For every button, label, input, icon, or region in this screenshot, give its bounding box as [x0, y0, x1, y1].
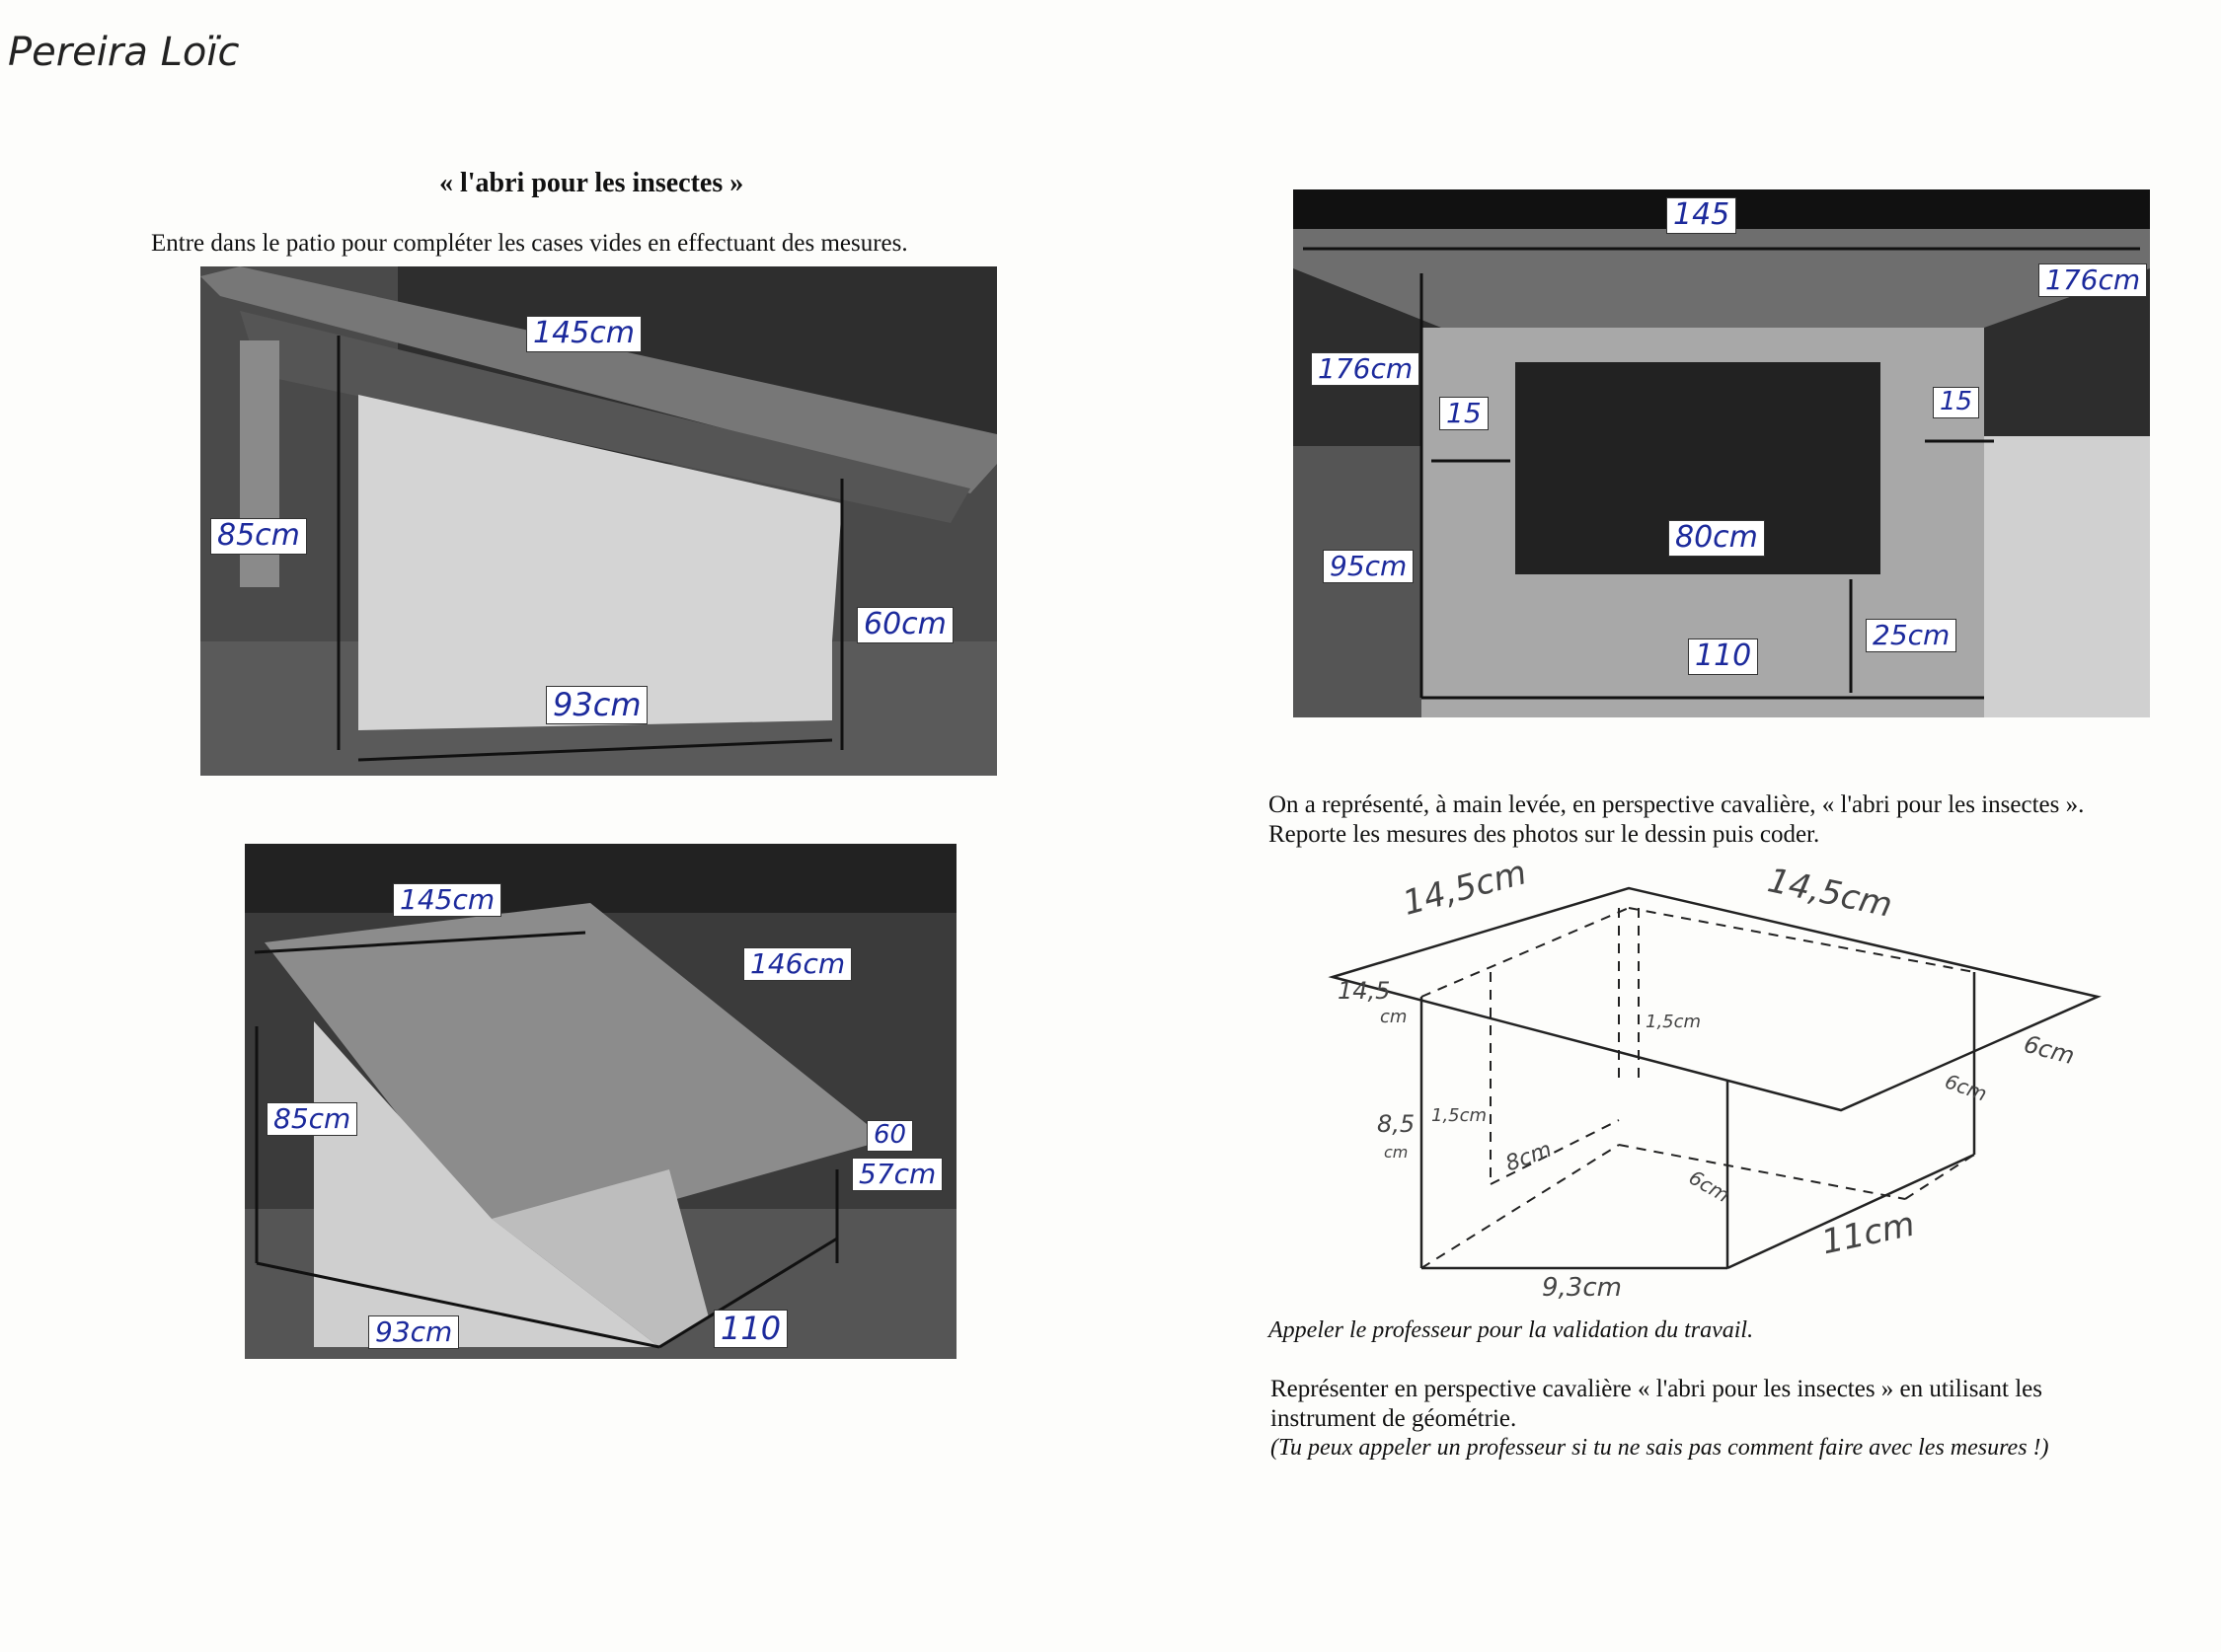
sketch-label-left-height: 8,5 — [1377, 1110, 1416, 1138]
sketch-label-right-inner: 6cm — [1942, 1069, 1991, 1106]
photo2-label-top: 145cm — [393, 883, 501, 917]
sketch-label-right-edge: 6cm — [2021, 1029, 2078, 1071]
photo3-label-inner-right: 15 — [1933, 387, 1979, 418]
sketch-label-small: 1,5cm — [1431, 1105, 1488, 1126]
photo3-label-left-top: 176cm — [1311, 352, 1419, 386]
sketch-label-inner-mid: 1,5cm — [1646, 1012, 1702, 1032]
photo-shelter-side — [200, 266, 997, 776]
photo3-label-right-low: 25cm — [1866, 619, 1956, 652]
photo1-label-right: 60cm — [857, 607, 954, 643]
sketch-label-inner-bottom: 8cm — [1502, 1137, 1556, 1177]
sketch-label-left-height-unit: cm — [1384, 1143, 1409, 1162]
photo1-label-bottom: 93cm — [546, 686, 648, 724]
photo3-label-bottom: 110 — [1688, 638, 1758, 675]
sketch-label-left-edge-unit: cm — [1380, 1007, 1408, 1027]
call-teacher-text: Appeler le professeur pour la validation du travail. — [1268, 1317, 1754, 1343]
sketch-label-left-edge: 14,5 — [1338, 977, 1391, 1005]
photo3-label-right-top: 176cm — [2038, 263, 2147, 297]
paragraph2-note: (Tu peux appeler un professeur si tu ne sais pas comment faire avec les mesures !) — [1270, 1435, 2049, 1461]
photo3-label-top: 145 — [1666, 197, 1736, 234]
photo2-label-left: 85cm — [267, 1102, 357, 1136]
photo-shelter-angle — [245, 844, 957, 1359]
sketch-label-top-left: 14,5cm — [1398, 853, 1531, 924]
paragraph1-line1: On a représenté, à main levée, en perspective cavalière, « l'abri pour les insectes ». — [1268, 791, 2085, 818]
instruction-text: Entre dans le patio pour compléter les cases vides en effectuant des mesures. — [151, 230, 908, 257]
photo2-label-right-b: 57cm — [852, 1158, 943, 1191]
paragraph2-line1: Représenter en perspective cavalière « l'abri pour les insectes » en utilisant les — [1270, 1376, 2042, 1402]
photo2-label-right-top: 146cm — [743, 947, 852, 981]
photo1-label-left: 85cm — [210, 518, 307, 555]
paragraph1-line2: Reporte les mesures des photos sur le dessin puis coder. — [1268, 821, 1820, 848]
photo2-label-right-a: 60 — [867, 1120, 913, 1152]
sketch-label-width: 9,3cm — [1542, 1273, 1622, 1303]
photo2-label-bottom-left: 93cm — [368, 1315, 459, 1349]
page-title: « l'abri pour les insectes » — [439, 168, 744, 198]
perspective-sketch — [1313, 853, 2201, 1313]
photo-shelter-angle-drawing — [245, 844, 957, 1359]
perspective-sketch-lines — [1313, 859, 2201, 1313]
photo-shelter-front — [1293, 189, 2150, 717]
author-signature: Pereira Loïc — [8, 30, 240, 75]
photo3-label-inner-left: 15 — [1439, 397, 1489, 430]
paragraph2-line2: instrument de géométrie. — [1270, 1405, 1517, 1432]
photo3-label-opening: 80cm — [1668, 520, 1765, 557]
sketch-label-depth: 11cm — [1817, 1204, 1919, 1263]
photo2-label-bottom-right: 110 — [714, 1310, 788, 1348]
sketch-label-center: 6cm — [1684, 1164, 1734, 1208]
photo1-label-top: 145cm — [526, 316, 642, 352]
sketch-label-top-right: 14,5cm — [1764, 861, 1896, 926]
photo3-label-left-mid: 95cm — [1323, 550, 1414, 583]
